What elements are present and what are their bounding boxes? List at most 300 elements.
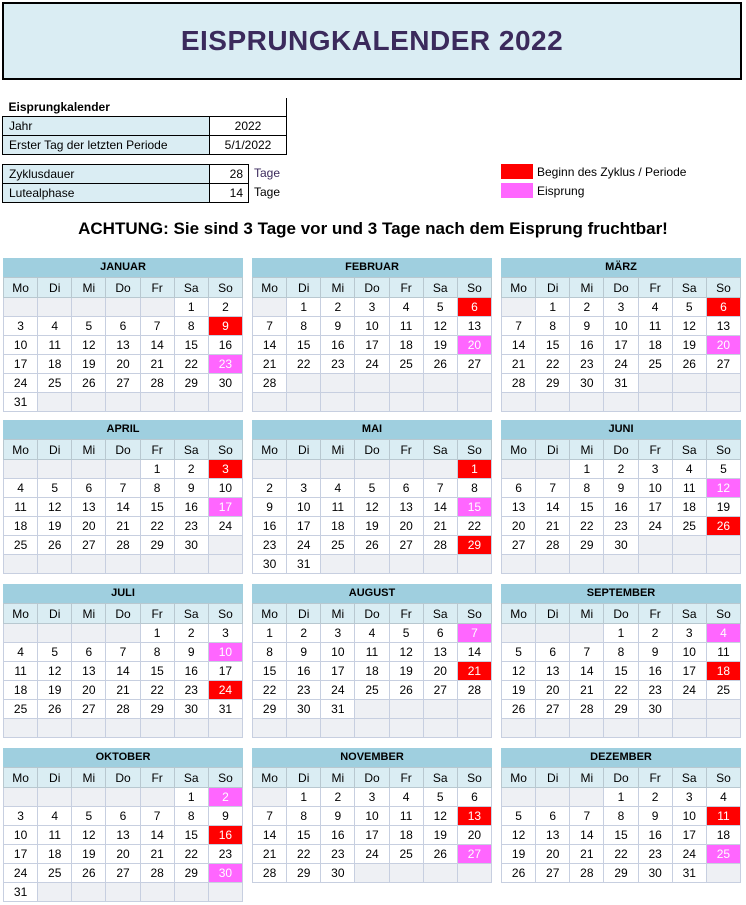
day-cell[interactable]: 19: [502, 681, 536, 700]
day-cell[interactable]: 5: [502, 643, 536, 662]
day-cell[interactable]: 4: [389, 298, 423, 317]
day-cell[interactable]: 5: [502, 807, 536, 826]
day-cell[interactable]: 2: [253, 479, 287, 498]
day-cell[interactable]: 22: [174, 845, 208, 864]
day-cell[interactable]: 26: [38, 700, 72, 719]
day-cell[interactable]: 12: [389, 643, 423, 662]
day-cell[interactable]: 23: [570, 355, 604, 374]
day-cell[interactable]: 17: [355, 336, 389, 355]
day-cell[interactable]: 29: [287, 864, 321, 883]
day-cell[interactable]: 24: [672, 845, 706, 864]
day-cell[interactable]: 19: [38, 681, 72, 700]
day-cell[interactable]: 23: [638, 845, 672, 864]
day-cell[interactable]: 15: [287, 826, 321, 845]
day-cell[interactable]: 25: [38, 864, 72, 883]
day-cell[interactable]: 3: [208, 624, 242, 643]
day-cell[interactable]: 17: [672, 662, 706, 681]
day-cell[interactable]: 19: [672, 336, 706, 355]
day-cell[interactable]: 29: [570, 536, 604, 555]
day-cell[interactable]: 24: [208, 681, 242, 700]
day-cell[interactable]: 10: [4, 826, 38, 845]
year-value[interactable]: 2022: [210, 117, 287, 136]
day-cell[interactable]: 22: [287, 845, 321, 864]
day-cell[interactable]: 16: [604, 498, 638, 517]
day-cell[interactable]: 23: [604, 517, 638, 536]
day-cell[interactable]: 17: [355, 826, 389, 845]
day-cell[interactable]: 28: [502, 374, 536, 393]
day-cell[interactable]: 16: [208, 336, 242, 355]
day-cell[interactable]: 26: [502, 864, 536, 883]
day-cell[interactable]: 10: [604, 317, 638, 336]
day-cell[interactable]: 16: [253, 517, 287, 536]
day-cell[interactable]: 19: [355, 517, 389, 536]
day-cell[interactable]: 13: [72, 662, 106, 681]
day-cell[interactable]: 21: [253, 845, 287, 864]
day-cell[interactable]: 9: [638, 807, 672, 826]
day-cell[interactable]: 18: [4, 681, 38, 700]
day-cell[interactable]: 16: [208, 826, 242, 845]
day-cell[interactable]: 11: [706, 643, 740, 662]
day-cell[interactable]: 31: [208, 700, 242, 719]
day-cell[interactable]: 4: [638, 298, 672, 317]
day-cell[interactable]: 20: [536, 845, 570, 864]
day-cell[interactable]: 3: [638, 460, 672, 479]
day-cell[interactable]: 14: [570, 826, 604, 845]
day-cell[interactable]: 12: [502, 826, 536, 845]
day-cell[interactable]: 25: [355, 681, 389, 700]
day-cell[interactable]: 15: [287, 336, 321, 355]
day-cell[interactable]: 14: [140, 826, 174, 845]
day-cell[interactable]: 18: [706, 826, 740, 845]
day-cell[interactable]: 27: [72, 700, 106, 719]
day-cell[interactable]: 4: [38, 317, 72, 336]
day-cell[interactable]: 19: [38, 517, 72, 536]
day-cell[interactable]: 3: [287, 479, 321, 498]
day-cell[interactable]: 22: [140, 517, 174, 536]
day-cell[interactable]: 2: [174, 624, 208, 643]
day-cell[interactable]: 1: [536, 298, 570, 317]
day-cell[interactable]: 1: [253, 624, 287, 643]
day-cell[interactable]: 14: [536, 498, 570, 517]
day-cell[interactable]: 8: [604, 643, 638, 662]
day-cell[interactable]: 5: [672, 298, 706, 317]
day-cell[interactable]: 21: [457, 662, 491, 681]
day-cell[interactable]: 20: [106, 355, 140, 374]
day-cell[interactable]: 4: [706, 788, 740, 807]
day-cell[interactable]: 26: [38, 536, 72, 555]
day-cell[interactable]: 9: [287, 643, 321, 662]
day-cell[interactable]: 16: [638, 826, 672, 845]
day-cell[interactable]: 15: [174, 336, 208, 355]
day-cell[interactable]: 3: [355, 788, 389, 807]
day-cell[interactable]: 28: [106, 700, 140, 719]
day-cell[interactable]: 7: [106, 479, 140, 498]
day-cell[interactable]: 26: [355, 536, 389, 555]
day-cell[interactable]: 31: [4, 883, 38, 902]
day-cell[interactable]: 28: [253, 374, 287, 393]
day-cell[interactable]: 16: [638, 662, 672, 681]
day-cell[interactable]: 25: [389, 355, 423, 374]
day-cell[interactable]: 21: [253, 355, 287, 374]
day-cell[interactable]: 8: [140, 643, 174, 662]
day-cell[interactable]: 6: [106, 317, 140, 336]
day-cell[interactable]: 28: [536, 536, 570, 555]
day-cell[interactable]: 10: [355, 317, 389, 336]
day-cell[interactable]: 17: [208, 662, 242, 681]
day-cell[interactable]: 1: [287, 788, 321, 807]
day-cell[interactable]: 28: [570, 700, 604, 719]
day-cell[interactable]: 28: [140, 864, 174, 883]
day-cell[interactable]: 1: [604, 624, 638, 643]
day-cell[interactable]: 13: [536, 662, 570, 681]
day-cell[interactable]: 1: [287, 298, 321, 317]
day-cell[interactable]: 25: [321, 536, 355, 555]
day-cell[interactable]: 22: [570, 517, 604, 536]
day-cell[interactable]: 6: [72, 479, 106, 498]
day-cell[interactable]: 29: [140, 536, 174, 555]
first-day-value[interactable]: 5/1/2022: [210, 136, 287, 155]
day-cell[interactable]: 12: [706, 479, 740, 498]
day-cell[interactable]: 19: [72, 845, 106, 864]
day-cell[interactable]: 17: [287, 517, 321, 536]
day-cell[interactable]: 10: [672, 807, 706, 826]
day-cell[interactable]: 11: [706, 807, 740, 826]
day-cell[interactable]: 18: [38, 845, 72, 864]
day-cell[interactable]: 24: [604, 355, 638, 374]
day-cell[interactable]: 24: [4, 374, 38, 393]
day-cell[interactable]: 19: [72, 355, 106, 374]
day-cell[interactable]: 24: [208, 517, 242, 536]
day-cell[interactable]: 28: [423, 536, 457, 555]
day-cell[interactable]: 23: [208, 355, 242, 374]
day-cell[interactable]: 13: [423, 643, 457, 662]
day-cell[interactable]: 16: [287, 662, 321, 681]
day-cell[interactable]: 21: [502, 355, 536, 374]
day-cell[interactable]: 30: [570, 374, 604, 393]
day-cell[interactable]: 27: [457, 355, 491, 374]
day-cell[interactable]: 2: [570, 298, 604, 317]
day-cell[interactable]: 29: [253, 700, 287, 719]
day-cell[interactable]: 29: [174, 374, 208, 393]
day-cell[interactable]: 25: [706, 681, 740, 700]
day-cell[interactable]: 12: [72, 826, 106, 845]
day-cell[interactable]: 26: [423, 845, 457, 864]
day-cell[interactable]: 11: [672, 479, 706, 498]
day-cell[interactable]: 30: [604, 536, 638, 555]
day-cell[interactable]: 26: [389, 681, 423, 700]
day-cell[interactable]: 4: [672, 460, 706, 479]
day-cell[interactable]: 4: [389, 788, 423, 807]
day-cell[interactable]: 26: [672, 355, 706, 374]
day-cell[interactable]: 5: [706, 460, 740, 479]
day-cell[interactable]: 5: [38, 643, 72, 662]
day-cell[interactable]: 7: [502, 317, 536, 336]
day-cell[interactable]: 14: [253, 336, 287, 355]
day-cell[interactable]: 18: [389, 336, 423, 355]
day-cell[interactable]: 16: [174, 498, 208, 517]
day-cell[interactable]: 22: [140, 681, 174, 700]
day-cell[interactable]: 2: [208, 788, 242, 807]
day-cell[interactable]: 15: [174, 826, 208, 845]
day-cell[interactable]: 1: [174, 788, 208, 807]
day-cell[interactable]: 8: [174, 807, 208, 826]
day-cell[interactable]: 14: [570, 662, 604, 681]
day-cell[interactable]: 24: [287, 536, 321, 555]
day-cell[interactable]: 9: [253, 498, 287, 517]
day-cell[interactable]: 2: [321, 788, 355, 807]
day-cell[interactable]: 21: [106, 681, 140, 700]
day-cell[interactable]: 14: [457, 643, 491, 662]
day-cell[interactable]: 10: [672, 643, 706, 662]
day-cell[interactable]: 28: [106, 536, 140, 555]
day-cell[interactable]: 3: [4, 317, 38, 336]
day-cell[interactable]: 6: [457, 298, 491, 317]
day-cell[interactable]: 31: [321, 700, 355, 719]
day-cell[interactable]: 19: [389, 662, 423, 681]
day-cell[interactable]: 20: [72, 517, 106, 536]
day-cell[interactable]: 2: [638, 788, 672, 807]
day-cell[interactable]: 15: [536, 336, 570, 355]
day-cell[interactable]: 1: [140, 460, 174, 479]
day-cell[interactable]: 4: [321, 479, 355, 498]
day-cell[interactable]: 9: [208, 317, 242, 336]
day-cell[interactable]: 17: [208, 498, 242, 517]
day-cell[interactable]: 15: [570, 498, 604, 517]
day-cell[interactable]: 29: [536, 374, 570, 393]
day-cell[interactable]: 27: [106, 374, 140, 393]
day-cell[interactable]: 11: [4, 498, 38, 517]
day-cell[interactable]: 2: [321, 298, 355, 317]
day-cell[interactable]: 3: [355, 298, 389, 317]
day-cell[interactable]: 8: [287, 807, 321, 826]
day-cell[interactable]: 17: [4, 355, 38, 374]
day-cell[interactable]: 13: [536, 826, 570, 845]
day-cell[interactable]: 27: [536, 700, 570, 719]
day-cell[interactable]: 22: [604, 681, 638, 700]
day-cell[interactable]: 7: [140, 317, 174, 336]
day-cell[interactable]: 18: [638, 336, 672, 355]
day-cell[interactable]: 24: [355, 845, 389, 864]
day-cell[interactable]: 27: [536, 864, 570, 883]
day-cell[interactable]: 1: [174, 298, 208, 317]
day-cell[interactable]: 3: [672, 788, 706, 807]
day-cell[interactable]: 4: [355, 624, 389, 643]
day-cell[interactable]: 20: [423, 662, 457, 681]
day-cell[interactable]: 6: [502, 479, 536, 498]
day-cell[interactable]: 9: [174, 643, 208, 662]
cycle-value[interactable]: 28: [210, 165, 249, 184]
day-cell[interactable]: 14: [423, 498, 457, 517]
day-cell[interactable]: 13: [706, 317, 740, 336]
day-cell[interactable]: 9: [638, 643, 672, 662]
day-cell[interactable]: 11: [321, 498, 355, 517]
day-cell[interactable]: 7: [253, 317, 287, 336]
day-cell[interactable]: 17: [604, 336, 638, 355]
day-cell[interactable]: 2: [604, 460, 638, 479]
day-cell[interactable]: 26: [706, 517, 740, 536]
day-cell[interactable]: 30: [208, 374, 242, 393]
day-cell[interactable]: 24: [638, 517, 672, 536]
day-cell[interactable]: 1: [570, 460, 604, 479]
day-cell[interactable]: 12: [38, 498, 72, 517]
day-cell[interactable]: 22: [536, 355, 570, 374]
day-cell[interactable]: 2: [638, 624, 672, 643]
day-cell[interactable]: 6: [72, 643, 106, 662]
day-cell[interactable]: 30: [174, 536, 208, 555]
day-cell[interactable]: 27: [106, 864, 140, 883]
day-cell[interactable]: 11: [389, 317, 423, 336]
day-cell[interactable]: 20: [502, 517, 536, 536]
day-cell[interactable]: 8: [604, 807, 638, 826]
day-cell[interactable]: 10: [355, 807, 389, 826]
day-cell[interactable]: 20: [389, 517, 423, 536]
day-cell[interactable]: 1: [604, 788, 638, 807]
day-cell[interactable]: 23: [321, 355, 355, 374]
day-cell[interactable]: 26: [72, 374, 106, 393]
day-cell[interactable]: 18: [355, 662, 389, 681]
day-cell[interactable]: 7: [457, 624, 491, 643]
day-cell[interactable]: 27: [72, 536, 106, 555]
day-cell[interactable]: 15: [604, 662, 638, 681]
day-cell[interactable]: 23: [287, 681, 321, 700]
day-cell[interactable]: 20: [72, 681, 106, 700]
day-cell[interactable]: 22: [457, 517, 491, 536]
day-cell[interactable]: 18: [389, 826, 423, 845]
day-cell[interactable]: 1: [140, 624, 174, 643]
day-cell[interactable]: 3: [321, 624, 355, 643]
day-cell[interactable]: 13: [106, 826, 140, 845]
day-cell[interactable]: 8: [570, 479, 604, 498]
day-cell[interactable]: 9: [604, 479, 638, 498]
day-cell[interactable]: 3: [604, 298, 638, 317]
day-cell[interactable]: 27: [423, 681, 457, 700]
day-cell[interactable]: 25: [4, 536, 38, 555]
day-cell[interactable]: 4: [4, 479, 38, 498]
day-cell[interactable]: 15: [457, 498, 491, 517]
day-cell[interactable]: 12: [355, 498, 389, 517]
day-cell[interactable]: 30: [174, 700, 208, 719]
day-cell[interactable]: 13: [389, 498, 423, 517]
day-cell[interactable]: 25: [706, 845, 740, 864]
day-cell[interactable]: 25: [638, 355, 672, 374]
day-cell[interactable]: 3: [208, 460, 242, 479]
day-cell[interactable]: 6: [423, 624, 457, 643]
day-cell[interactable]: 5: [72, 317, 106, 336]
day-cell[interactable]: 1: [457, 460, 491, 479]
day-cell[interactable]: 11: [389, 807, 423, 826]
day-cell[interactable]: 13: [502, 498, 536, 517]
day-cell[interactable]: 8: [140, 479, 174, 498]
day-cell[interactable]: 24: [355, 355, 389, 374]
day-cell[interactable]: 29: [604, 864, 638, 883]
day-cell[interactable]: 25: [389, 845, 423, 864]
day-cell[interactable]: 9: [321, 807, 355, 826]
day-cell[interactable]: 16: [321, 336, 355, 355]
day-cell[interactable]: 8: [287, 317, 321, 336]
day-cell[interactable]: 24: [321, 681, 355, 700]
day-cell[interactable]: 18: [321, 517, 355, 536]
day-cell[interactable]: 15: [253, 662, 287, 681]
day-cell[interactable]: 6: [106, 807, 140, 826]
day-cell[interactable]: 2: [287, 624, 321, 643]
day-cell[interactable]: 18: [706, 662, 740, 681]
day-cell[interactable]: 30: [208, 864, 242, 883]
day-cell[interactable]: 18: [672, 498, 706, 517]
day-cell[interactable]: 7: [423, 479, 457, 498]
day-cell[interactable]: 12: [672, 317, 706, 336]
day-cell[interactable]: 18: [38, 355, 72, 374]
day-cell[interactable]: 14: [106, 498, 140, 517]
day-cell[interactable]: 15: [140, 498, 174, 517]
day-cell[interactable]: 11: [38, 336, 72, 355]
day-cell[interactable]: 27: [706, 355, 740, 374]
day-cell[interactable]: 17: [672, 826, 706, 845]
day-cell[interactable]: 28: [253, 864, 287, 883]
day-cell[interactable]: 27: [389, 536, 423, 555]
day-cell[interactable]: 22: [604, 845, 638, 864]
day-cell[interactable]: 5: [355, 479, 389, 498]
day-cell[interactable]: 12: [502, 662, 536, 681]
day-cell[interactable]: 23: [174, 517, 208, 536]
day-cell[interactable]: 6: [389, 479, 423, 498]
day-cell[interactable]: 28: [457, 681, 491, 700]
day-cell[interactable]: 10: [321, 643, 355, 662]
day-cell[interactable]: 17: [321, 662, 355, 681]
day-cell[interactable]: 7: [106, 643, 140, 662]
day-cell[interactable]: 17: [4, 845, 38, 864]
day-cell[interactable]: 8: [174, 317, 208, 336]
day-cell[interactable]: 14: [106, 662, 140, 681]
day-cell[interactable]: 14: [502, 336, 536, 355]
day-cell[interactable]: 10: [638, 479, 672, 498]
day-cell[interactable]: 9: [174, 479, 208, 498]
day-cell[interactable]: 21: [140, 845, 174, 864]
day-cell[interactable]: 23: [174, 681, 208, 700]
day-cell[interactable]: 8: [457, 479, 491, 498]
day-cell[interactable]: 21: [106, 517, 140, 536]
day-cell[interactable]: 23: [253, 536, 287, 555]
day-cell[interactable]: 12: [72, 336, 106, 355]
day-cell[interactable]: 4: [4, 643, 38, 662]
day-cell[interactable]: 30: [638, 700, 672, 719]
day-cell[interactable]: 28: [140, 374, 174, 393]
day-cell[interactable]: 15: [140, 662, 174, 681]
day-cell[interactable]: 21: [570, 681, 604, 700]
day-cell[interactable]: 30: [638, 864, 672, 883]
day-cell[interactable]: 22: [174, 355, 208, 374]
day-cell[interactable]: 5: [423, 298, 457, 317]
day-cell[interactable]: 10: [4, 336, 38, 355]
day-cell[interactable]: 6: [457, 788, 491, 807]
day-cell[interactable]: 22: [287, 355, 321, 374]
day-cell[interactable]: 31: [4, 393, 38, 412]
day-cell[interactable]: 31: [672, 864, 706, 883]
day-cell[interactable]: 5: [389, 624, 423, 643]
day-cell[interactable]: 6: [536, 807, 570, 826]
day-cell[interactable]: 26: [423, 355, 457, 374]
day-cell[interactable]: 13: [106, 336, 140, 355]
day-cell[interactable]: 27: [502, 536, 536, 555]
day-cell[interactable]: 7: [570, 807, 604, 826]
day-cell[interactable]: 28: [570, 864, 604, 883]
day-cell[interactable]: 21: [570, 845, 604, 864]
day-cell[interactable]: 10: [287, 498, 321, 517]
day-cell[interactable]: 23: [208, 845, 242, 864]
day-cell[interactable]: 21: [536, 517, 570, 536]
day-cell[interactable]: 15: [604, 826, 638, 845]
day-cell[interactable]: 6: [536, 643, 570, 662]
day-cell[interactable]: 23: [321, 845, 355, 864]
